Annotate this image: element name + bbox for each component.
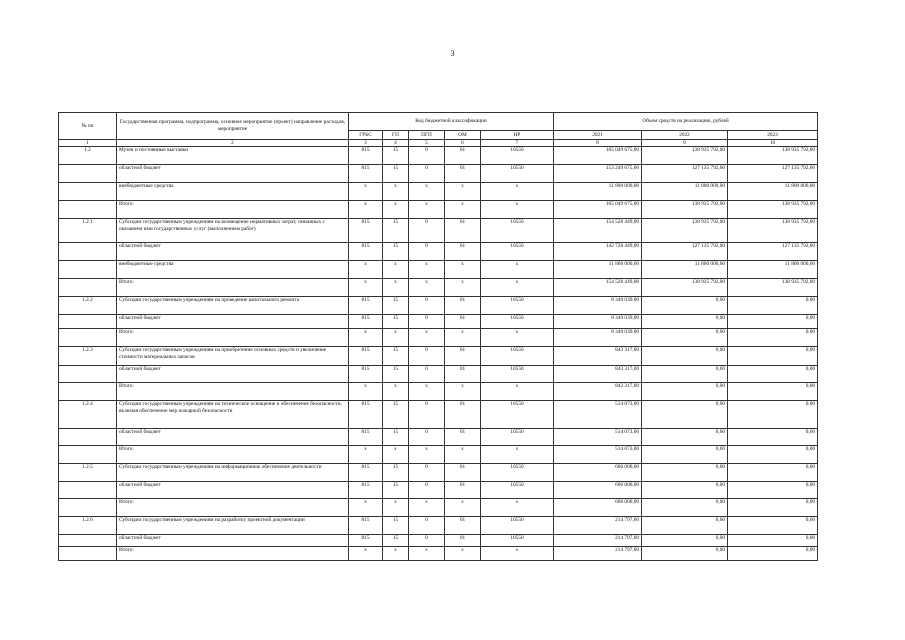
code-om: 01 — [445, 147, 481, 165]
amount-2023: 0,00 — [728, 547, 818, 561]
code-grbs: 815 — [349, 219, 383, 243]
amount-2021: 843 317,00 — [554, 347, 642, 366]
column-index: 10 — [728, 140, 818, 147]
code-pgp: х — [409, 329, 445, 347]
table-row — [59, 366, 818, 383]
code-gp: 15 — [383, 219, 409, 243]
row-name: Итого: — [117, 383, 349, 401]
budget-table — [58, 112, 818, 561]
amount-2021: 11 800 000,00 — [554, 261, 642, 279]
header-num: № пп — [59, 113, 117, 140]
code-om: 01 — [445, 464, 481, 482]
code-gp: 15 — [383, 464, 409, 482]
code-om: 01 — [445, 297, 481, 315]
table-row — [59, 243, 818, 261]
header-year-2022: 2022 — [642, 131, 728, 140]
code-pgp: х — [409, 547, 445, 561]
code-nr: 10550 — [481, 165, 554, 183]
header-name: Государственная программа, подпрограмма, основное мероприятие (проект) направление расходов, мероприятие — [117, 113, 349, 140]
code-pgp: х — [409, 446, 445, 464]
amount-2023: 0,00 — [728, 517, 818, 535]
code-om: х — [445, 499, 481, 517]
code-gp: 15 — [383, 517, 409, 535]
code-nr: 10550 — [481, 366, 554, 383]
amount-2022: 138 935 792,00 — [642, 279, 728, 297]
code-nr: 10550 — [481, 243, 554, 261]
amount-2023: 138 935 792,00 — [728, 201, 818, 219]
code-grbs: х — [349, 183, 383, 201]
amount-2021: 165 049 675,00 — [554, 147, 642, 165]
code-nr: х — [481, 279, 554, 297]
code-grbs: 815 — [349, 464, 383, 482]
code-gp: 15 — [383, 535, 409, 547]
code-pgp: 0 — [409, 243, 445, 261]
amount-2022: 0,00 — [642, 329, 728, 347]
code-pgp: 0 — [409, 464, 445, 482]
row-name: Итого: — [117, 446, 349, 464]
table-row — [59, 329, 818, 347]
code-grbs: х — [349, 499, 383, 517]
amount-2023: 11 800 000,00 — [728, 261, 818, 279]
amount-2022: 138 935 792,00 — [642, 147, 728, 165]
column-index: 3 — [349, 140, 383, 147]
code-om: х — [445, 329, 481, 347]
code-gp: 15 — [383, 429, 409, 446]
code-om: 01 — [445, 429, 481, 446]
amount-2021: 11 800 000,00 — [554, 183, 642, 201]
row-name: Итого: — [117, 201, 349, 219]
code-gp: 15 — [383, 315, 409, 329]
code-om: 01 — [445, 535, 481, 547]
amount-2021: 843 317,00 — [554, 366, 642, 383]
amount-2021: 214 797,00 — [554, 517, 642, 535]
code-nr: 10550 — [481, 517, 554, 535]
code-grbs: х — [349, 279, 383, 297]
code-nr: х — [481, 329, 554, 347]
code-om: х — [445, 261, 481, 279]
amount-2021: 154 528 449,00 — [554, 279, 642, 297]
row-num: 1.2.3 — [59, 347, 117, 366]
row-name: Субсидии государственным учреждениям на возмещение нормативных затрат, связанных с оказанием ими государственных услуг (выполнением работ) — [117, 219, 349, 243]
code-grbs: 815 — [349, 347, 383, 366]
code-gp: х — [383, 201, 409, 219]
code-nr: х — [481, 383, 554, 401]
table-row — [59, 535, 818, 547]
table-row — [59, 464, 818, 482]
code-pgp: 0 — [409, 347, 445, 366]
code-gp: х — [383, 499, 409, 517]
amount-2022: 0,00 — [642, 401, 728, 429]
amount-2022: 138 935 792,00 — [642, 219, 728, 243]
row-num — [59, 279, 117, 297]
amount-2021: 214 797,00 — [554, 535, 642, 547]
amount-2023: 0,00 — [728, 446, 818, 464]
table-row — [59, 482, 818, 499]
row-name: Субсидии государственным учреждениям на разработку проектной документации — [117, 517, 349, 535]
row-name: Субсидии государственным учреждениям на техническое оснащение и обеспечение безопасности, включая обеспечение мер пожарной безопасности — [117, 401, 349, 429]
code-gp: х — [383, 383, 409, 401]
code-gp: 15 — [383, 147, 409, 165]
row-name: внебюджетные средства — [117, 261, 349, 279]
amount-2022: 0,00 — [642, 315, 728, 329]
code-pgp: х — [409, 383, 445, 401]
amount-2022: 11 800 000,00 — [642, 261, 728, 279]
code-grbs: 815 — [349, 482, 383, 499]
code-om: х — [445, 183, 481, 201]
header-volume-group: Объем средств на реализацию, рублей — [554, 113, 818, 131]
amount-2023: 0,00 — [728, 315, 818, 329]
amount-2023: 0,00 — [728, 429, 818, 446]
code-pgp: 0 — [409, 219, 445, 243]
amount-2021: 165 049 675,00 — [554, 201, 642, 219]
amount-2021: 154 528 449,00 — [554, 219, 642, 243]
row-num: 1.2.4 — [59, 401, 117, 429]
code-gp: х — [383, 329, 409, 347]
code-nr: х — [481, 547, 554, 561]
code-nr: 10550 — [481, 401, 554, 429]
column-index: 5 — [409, 140, 445, 147]
code-pgp: 0 — [409, 401, 445, 429]
table-row — [59, 401, 818, 429]
code-om: х — [445, 201, 481, 219]
code-grbs: 815 — [349, 243, 383, 261]
amount-2021: 142 728 449,00 — [554, 243, 642, 261]
row-num — [59, 366, 117, 383]
amount-2023: 0,00 — [728, 464, 818, 482]
column-index: 1 — [59, 140, 117, 147]
row-name: областной бюджет — [117, 535, 349, 547]
code-gp: 15 — [383, 165, 409, 183]
code-grbs: 815 — [349, 517, 383, 535]
row-name: внебюджетные средства — [117, 183, 349, 201]
code-om: 01 — [445, 315, 481, 329]
row-num: 1.2.5 — [59, 464, 117, 482]
row-name: Субсидии государственным учреждениям на проведение капитального ремонта — [117, 297, 349, 315]
code-pgp: х — [409, 279, 445, 297]
amount-2021: 153 249 675,00 — [554, 165, 642, 183]
code-nr: 10550 — [481, 347, 554, 366]
table-row — [59, 165, 818, 183]
table-row — [59, 347, 818, 366]
code-nr: 10550 — [481, 429, 554, 446]
table-row — [59, 219, 818, 243]
row-name: Итого: — [117, 499, 349, 517]
code-gp: х — [383, 446, 409, 464]
amount-2023: 0,00 — [728, 366, 818, 383]
code-nr: х — [481, 446, 554, 464]
code-nr: 10550 — [481, 482, 554, 499]
header-code-nr: НР — [481, 131, 554, 140]
code-pgp: 0 — [409, 165, 445, 183]
table-row — [59, 446, 818, 464]
row-name: Итого: — [117, 279, 349, 297]
code-nr: 10550 — [481, 315, 554, 329]
table-row — [59, 279, 818, 297]
code-grbs: 815 — [349, 429, 383, 446]
row-name: Субсидии государственным учреждениям на приобретение основных средств и увеличение стоимости материальных запасов — [117, 347, 349, 366]
header-code-grbs: ГРБС — [349, 131, 383, 140]
column-index: 9 — [642, 140, 728, 147]
row-num — [59, 482, 117, 499]
code-pgp: 0 — [409, 315, 445, 329]
table-row — [59, 383, 818, 401]
code-om: 01 — [445, 219, 481, 243]
amount-2023: 0,00 — [728, 535, 818, 547]
row-num — [59, 535, 117, 547]
code-grbs: 815 — [349, 297, 383, 315]
amount-2021: 843 317,00 — [554, 383, 642, 401]
row-name: областной бюджет — [117, 366, 349, 383]
amount-2022: 0,00 — [642, 429, 728, 446]
row-num — [59, 315, 117, 329]
amount-2021: 514 073,00 — [554, 401, 642, 429]
code-gp: 15 — [383, 297, 409, 315]
amount-2023: 0,00 — [728, 347, 818, 366]
amount-2023: 0,00 — [728, 329, 818, 347]
header-code-om: ОМ — [445, 131, 481, 140]
code-pgp: 0 — [409, 297, 445, 315]
table-row — [59, 429, 818, 446]
code-om: х — [445, 383, 481, 401]
row-num — [59, 446, 117, 464]
amount-2023: 138 935 792,00 — [728, 279, 818, 297]
code-om: 01 — [445, 347, 481, 366]
header-code-gp: ГП — [383, 131, 409, 140]
code-grbs: х — [349, 446, 383, 464]
code-pgp: 0 — [409, 366, 445, 383]
header-code-group: Код бюджетной классификации — [349, 113, 554, 131]
code-grbs: 815 — [349, 535, 383, 547]
table-row — [59, 499, 818, 517]
row-num — [59, 165, 117, 183]
amount-2021: 8 349 039,00 — [554, 297, 642, 315]
amount-2022: 0,00 — [642, 517, 728, 535]
code-gp: 15 — [383, 482, 409, 499]
code-grbs: 815 — [349, 147, 383, 165]
amount-2023: 0,00 — [728, 499, 818, 517]
table-row — [59, 183, 818, 201]
row-name: областной бюджет — [117, 429, 349, 446]
table-header — [59, 113, 818, 147]
code-gp: 15 — [383, 347, 409, 366]
amount-2021: 600 000,00 — [554, 499, 642, 517]
amount-2022: 0,00 — [642, 297, 728, 315]
row-num — [59, 243, 117, 261]
table-row — [59, 201, 818, 219]
row-name: областной бюджет — [117, 165, 349, 183]
code-pgp: 0 — [409, 147, 445, 165]
row-name: Субсидии государственным учреждениям на информационное обеспечение деятельности — [117, 464, 349, 482]
header-year-2021: 2021 — [554, 131, 642, 140]
table-row — [59, 517, 818, 535]
table-row — [59, 297, 818, 315]
table-row — [59, 147, 818, 165]
row-num — [59, 261, 117, 279]
row-name: областной бюджет — [117, 315, 349, 329]
amount-2022: 0,00 — [642, 347, 728, 366]
code-grbs: х — [349, 383, 383, 401]
code-gp: 15 — [383, 366, 409, 383]
code-grbs: х — [349, 261, 383, 279]
amount-2021: 8 349 039,00 — [554, 329, 642, 347]
amount-2022: 138 935 792,00 — [642, 201, 728, 219]
amount-2022: 0,00 — [642, 446, 728, 464]
code-nr: 10550 — [481, 464, 554, 482]
code-grbs: 815 — [349, 366, 383, 383]
row-num — [59, 201, 117, 219]
amount-2023: 127 135 792,00 — [728, 243, 818, 261]
code-om: 01 — [445, 366, 481, 383]
amount-2023: 138 935 792,00 — [728, 219, 818, 243]
code-om: 01 — [445, 165, 481, 183]
code-gp: х — [383, 261, 409, 279]
code-nr: х — [481, 499, 554, 517]
code-grbs: 815 — [349, 315, 383, 329]
code-om: х — [445, 547, 481, 561]
table-row — [59, 315, 818, 329]
code-nr: 10550 — [481, 147, 554, 165]
amount-2021: 514 073,00 — [554, 429, 642, 446]
row-name: Итого: — [117, 329, 349, 347]
amount-2022: 0,00 — [642, 482, 728, 499]
code-grbs: х — [349, 547, 383, 561]
row-name: Музеи и постоянные выставки — [117, 147, 349, 165]
amount-2022: 127 135 792,00 — [642, 243, 728, 261]
column-index: 4 — [383, 140, 409, 147]
code-gp: х — [383, 279, 409, 297]
code-pgp: х — [409, 183, 445, 201]
code-om: 01 — [445, 401, 481, 429]
amount-2021: 600 000,00 — [554, 464, 642, 482]
column-index: 8 — [554, 140, 642, 147]
amount-2023: 138 935 792,00 — [728, 147, 818, 165]
column-index: 7 — [481, 140, 554, 147]
row-name: Итого: — [117, 547, 349, 561]
column-index: 2 — [117, 140, 349, 147]
amount-2023: 0,00 — [728, 482, 818, 499]
amount-2023: 0,00 — [728, 383, 818, 401]
code-gp: х — [383, 547, 409, 561]
code-nr: х — [481, 261, 554, 279]
row-num — [59, 429, 117, 446]
code-pgp: 0 — [409, 517, 445, 535]
amount-2022: 0,00 — [642, 383, 728, 401]
row-num — [59, 499, 117, 517]
header-code-pgp: ПГП — [409, 131, 445, 140]
amount-2021: 214 797,00 — [554, 547, 642, 561]
amount-2022: 0,00 — [642, 464, 728, 482]
amount-2021: 8 349 039,00 — [554, 315, 642, 329]
code-gp: 15 — [383, 401, 409, 429]
amount-2022: 11 800 000,00 — [642, 183, 728, 201]
row-num: 1.2.6 — [59, 517, 117, 535]
code-om: х — [445, 446, 481, 464]
code-pgp: х — [409, 261, 445, 279]
code-nr: х — [481, 201, 554, 219]
code-grbs: 815 — [349, 165, 383, 183]
row-num — [59, 383, 117, 401]
amount-2023: 11 800 000,00 — [728, 183, 818, 201]
code-grbs: х — [349, 329, 383, 347]
row-num — [59, 183, 117, 201]
column-index: 6 — [445, 140, 481, 147]
row-num: 1.2.2 — [59, 297, 117, 315]
code-pgp: 0 — [409, 429, 445, 446]
amount-2022: 0,00 — [642, 535, 728, 547]
table-body — [59, 147, 818, 561]
code-nr: х — [481, 183, 554, 201]
code-pgp: 0 — [409, 535, 445, 547]
row-name: областной бюджет — [117, 243, 349, 261]
row-num — [59, 329, 117, 347]
code-grbs: 815 — [349, 401, 383, 429]
code-pgp: х — [409, 201, 445, 219]
row-num — [59, 547, 117, 561]
row-name: областной бюджет — [117, 482, 349, 499]
code-nr: 10550 — [481, 219, 554, 243]
amount-2021: 514 073,00 — [554, 446, 642, 464]
code-om: х — [445, 279, 481, 297]
code-grbs: х — [349, 201, 383, 219]
code-nr: 10550 — [481, 297, 554, 315]
amount-2023: 127 135 792,00 — [728, 165, 818, 183]
amount-2023: 0,00 — [728, 297, 818, 315]
amount-2021: 600 000,00 — [554, 482, 642, 499]
code-gp: 15 — [383, 243, 409, 261]
amount-2022: 0,00 — [642, 547, 728, 561]
amount-2022: 127 135 792,00 — [642, 165, 728, 183]
table-row — [59, 261, 818, 279]
code-pgp: 0 — [409, 482, 445, 499]
amount-2022: 0,00 — [642, 366, 728, 383]
row-num: 1.2 — [59, 147, 117, 165]
code-gp: х — [383, 183, 409, 201]
amount-2023: 0,00 — [728, 401, 818, 429]
row-num: 1.2.1 — [59, 219, 117, 243]
code-om: 01 — [445, 482, 481, 499]
code-nr: 10550 — [481, 535, 554, 547]
table-row — [59, 547, 818, 561]
code-om: 01 — [445, 517, 481, 535]
amount-2022: 0,00 — [642, 499, 728, 517]
code-pgp: х — [409, 499, 445, 517]
column-index-row — [59, 140, 818, 147]
header-year-2023: 2023 — [728, 131, 818, 140]
page-number: 3 — [450, 49, 455, 58]
code-om: 01 — [445, 243, 481, 261]
